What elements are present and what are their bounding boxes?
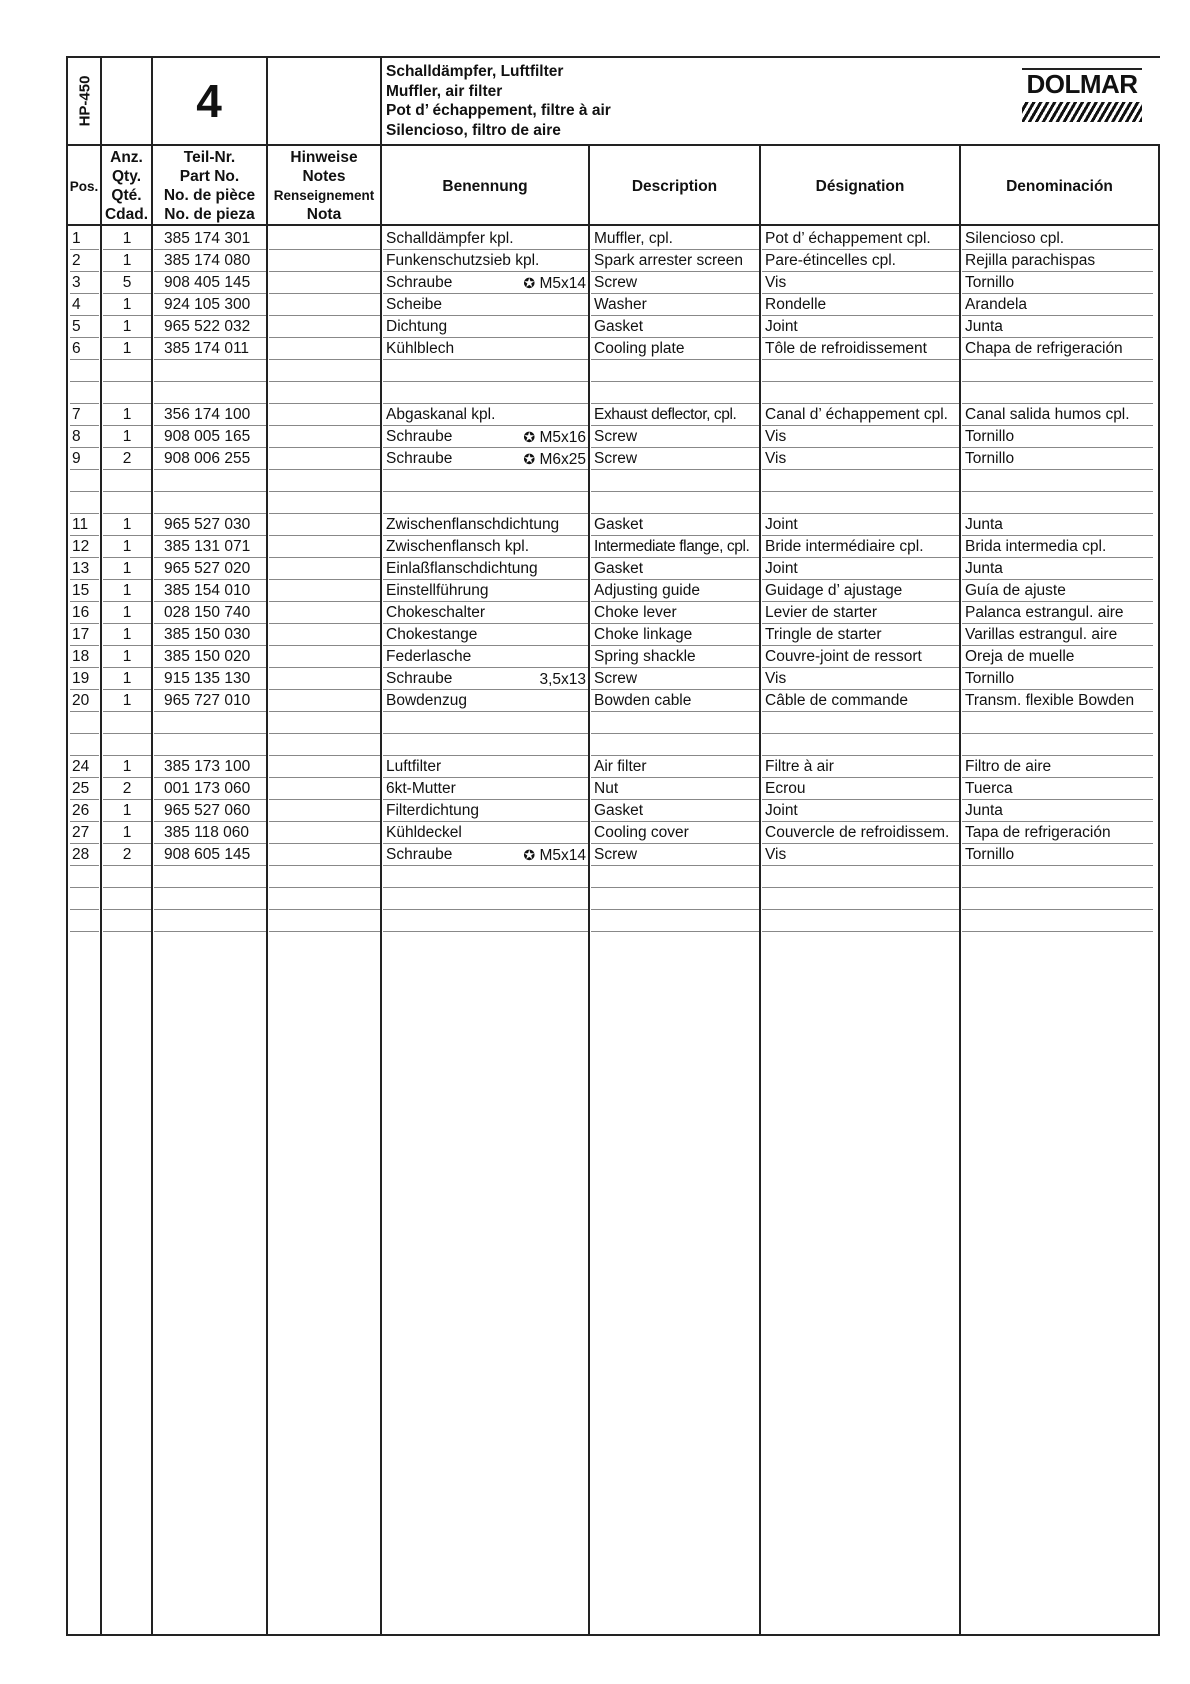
- row-pos: 17: [72, 626, 90, 643]
- row-denominacion: Tapa de refrigeración: [965, 824, 1111, 841]
- row-pos: 24: [72, 758, 90, 775]
- row-pos: 12: [72, 538, 90, 555]
- thread-spec-value: M5x16: [539, 429, 586, 446]
- row-description: Cooling cover: [594, 824, 689, 841]
- row-designation: Levier de starter: [765, 604, 877, 621]
- row-description: Gasket: [594, 516, 644, 533]
- row-qty: 1: [122, 692, 132, 709]
- table-row: [68, 690, 1158, 712]
- row-part-no: 385 174 011: [164, 340, 250, 357]
- table-row: [68, 624, 1158, 646]
- row-part-no: 908 005 165: [164, 428, 251, 445]
- row-part-no: 385 118 060: [164, 824, 250, 841]
- col-header-pos: Pos.: [69, 178, 99, 194]
- row-benennung: Einlaßflanschdichtung: [386, 560, 538, 577]
- row-denominacion: Junta: [965, 516, 1003, 533]
- row-pos: 16: [72, 604, 90, 621]
- table-row: [68, 668, 1158, 690]
- row-pos: 13: [72, 560, 90, 577]
- table-row: [68, 426, 1158, 448]
- row-pos: 11: [72, 516, 89, 533]
- row-pos: 1: [72, 230, 81, 247]
- row-part-no: 908 405 145: [164, 274, 251, 291]
- row-benennung: Schraube: [386, 450, 453, 467]
- row-thread-spec: [381, 448, 586, 471]
- title-german: Schalldämpfer, Luftfilter: [386, 63, 564, 80]
- row-denominacion: Guía de ajuste: [965, 582, 1066, 599]
- row-denominacion: Oreja de muelle: [965, 648, 1075, 665]
- row-qty: 1: [122, 604, 132, 621]
- row-part-no: 356 174 100: [164, 406, 251, 423]
- row-part-no: 385 150 030: [164, 626, 251, 643]
- thread-lock-icon: ✪: [523, 429, 536, 445]
- row-designation: Joint: [765, 318, 798, 335]
- row-pos: 4: [72, 296, 81, 313]
- row-benennung: Schraube: [386, 846, 453, 863]
- row-qty: 2: [122, 450, 132, 467]
- row-thread-spec: [381, 272, 586, 295]
- row-denominacion: Tornillo: [965, 274, 1015, 291]
- row-pos: 7: [72, 406, 81, 423]
- col-header-denominacion: Denominación: [1006, 177, 1113, 195]
- col-header-part-no: Teil-Nr. Part No. No. de pièce No. de pieza: [163, 149, 256, 223]
- dolmar-logo: DOLMAR: [1022, 68, 1142, 134]
- row-qty: 1: [122, 340, 132, 357]
- table-row: [68, 294, 1158, 316]
- table-row: [68, 272, 1158, 294]
- row-qty: 1: [122, 824, 132, 841]
- row-part-no: 965 727 010: [164, 692, 251, 709]
- row-benennung: Kühldeckel: [386, 824, 462, 841]
- row-benennung: Luftfilter: [386, 758, 442, 775]
- row-description: Gasket: [594, 560, 644, 577]
- row-part-no: 965 522 032: [164, 318, 251, 335]
- row-designation: Vis: [765, 670, 787, 687]
- row-part-no: 908 006 255: [164, 450, 251, 467]
- col-header-description: Description: [631, 177, 718, 195]
- row-description: Screw: [594, 274, 638, 291]
- row-benennung: Zwischenflansch kpl.: [386, 538, 530, 555]
- row-benennung: Filterdichtung: [386, 802, 480, 819]
- row-benennung: Schraube: [386, 670, 453, 687]
- row-part-no: 001 173 060: [164, 780, 251, 797]
- row-description: Nut: [594, 780, 619, 797]
- row-description: Spring shackle: [594, 648, 696, 665]
- table-row: [68, 382, 1158, 404]
- row-denominacion: Brida intermedia cpl.: [965, 538, 1107, 555]
- row-denominacion: Tornillo: [965, 450, 1015, 467]
- row-qty: 1: [122, 230, 132, 247]
- row-part-no: 965 527 030: [164, 516, 251, 533]
- row-benennung: Chokeschalter: [386, 604, 486, 621]
- row-benennung: Kühlblech: [386, 340, 455, 357]
- thread-spec-value: 3,5x13: [539, 671, 586, 688]
- row-description: Gasket: [594, 802, 644, 819]
- row-benennung: Funkenschutzsieb kpl.: [386, 252, 540, 269]
- row-part-no: 965 527 020: [164, 560, 251, 577]
- row-part-no: 385 131 071: [164, 538, 251, 555]
- row-designation: Pare-étincelles cpl.: [765, 252, 896, 269]
- row-denominacion: Canal salida humos cpl.: [965, 406, 1130, 423]
- row-benennung: Dichtung: [386, 318, 448, 335]
- row-part-no: 908 605 145: [164, 846, 251, 863]
- row-description: Screw: [594, 846, 638, 863]
- thread-lock-icon: ✪: [523, 847, 536, 863]
- row-denominacion: Tornillo: [965, 428, 1015, 445]
- row-denominacion: Silencioso cpl.: [965, 230, 1065, 247]
- col-header-qty: Anz. Qty. Qté. Cdad.: [104, 149, 149, 223]
- row-designation: Vis: [765, 450, 787, 467]
- row-pos: 28: [72, 846, 90, 863]
- table-row: [68, 602, 1158, 624]
- row-description: Screw: [594, 450, 638, 467]
- row-description: Washer: [594, 296, 647, 313]
- title-spanish: Silencioso, filtro de aire: [386, 121, 561, 139]
- row-benennung: Schraube: [386, 274, 453, 291]
- table-row: [68, 866, 1158, 888]
- row-qty: 5: [122, 274, 132, 291]
- row-pos: 26: [72, 802, 90, 819]
- row-denominacion: Junta: [965, 802, 1003, 819]
- table-row: [68, 558, 1158, 580]
- row-denominacion: Filtro de aire: [965, 758, 1052, 775]
- table-row: [68, 536, 1158, 558]
- row-qty: 1: [122, 670, 132, 687]
- thread-spec-value: M5x14: [539, 847, 586, 864]
- table-row: [68, 514, 1158, 536]
- row-pos: 20: [72, 692, 90, 709]
- row-denominacion: Junta: [965, 560, 1003, 577]
- row-benennung: Chokestange: [386, 626, 478, 643]
- title-english: Muffler, air filter: [386, 82, 503, 100]
- row-qty: 1: [122, 538, 132, 555]
- table-row: [68, 734, 1158, 756]
- row-designation: Filtre à air: [765, 758, 834, 775]
- row-pos: 15: [72, 582, 90, 599]
- row-pos: 5: [72, 318, 81, 335]
- row-description: Cooling plate: [594, 340, 685, 357]
- row-qty: 1: [122, 296, 132, 313]
- row-qty: 1: [122, 582, 132, 599]
- row-description: Screw: [594, 428, 638, 445]
- row-denominacion: Transm. flexible Bowden: [965, 692, 1135, 709]
- table-row: [68, 910, 1158, 932]
- table-row: [68, 712, 1158, 734]
- title-band-mask: [268, 58, 378, 144]
- row-description: Gasket: [594, 318, 644, 335]
- row-benennung: Schalldämpfer kpl.: [386, 230, 514, 247]
- row-benennung: Schraube: [386, 428, 453, 445]
- section-titles: [386, 62, 611, 140]
- row-qty: 2: [122, 846, 132, 863]
- row-qty: 2: [122, 780, 132, 797]
- row-thread-spec: [381, 426, 586, 449]
- row-designation: Joint: [765, 516, 798, 533]
- table-row: [68, 844, 1158, 866]
- row-benennung: Bowdenzug: [386, 692, 468, 709]
- row-qty: 1: [122, 560, 132, 577]
- row-pos: 3: [72, 274, 81, 291]
- row-designation: Couvre-joint de ressort: [765, 648, 922, 665]
- col-header-designation: Désignation: [815, 177, 905, 195]
- row-pos: 6: [72, 340, 81, 357]
- row-benennung: 6kt-Mutter: [386, 780, 456, 797]
- row-pos: 9: [72, 450, 81, 467]
- row-denominacion: Tuerca: [965, 780, 1013, 797]
- row-description: Air filter: [594, 758, 647, 775]
- table-row: [68, 470, 1158, 492]
- row-designation: Tringle de starter: [765, 626, 882, 643]
- row-designation: Couvercle de refroidissem.: [765, 824, 950, 841]
- row-pos: 8: [72, 428, 81, 445]
- row-description: Screw: [594, 670, 638, 687]
- table-row: [68, 492, 1158, 514]
- thread-spec-value: M6x25: [539, 451, 586, 468]
- row-part-no: 924 105 300: [164, 296, 251, 313]
- row-designation: Tôle de refroidissement: [765, 340, 927, 357]
- row-qty: 1: [122, 626, 132, 643]
- row-description: Muffler, cpl.: [594, 230, 673, 247]
- row-part-no: 028 150 740: [164, 604, 251, 621]
- row-qty: 1: [122, 406, 132, 423]
- row-description: Choke lever: [594, 604, 677, 621]
- row-description: Intermediate flange, cpl.: [594, 538, 750, 555]
- row-description: Bowden cable: [594, 692, 692, 709]
- row-denominacion: Arandela: [965, 296, 1028, 313]
- table-row: [68, 404, 1158, 426]
- row-designation: Guidage d’ ajustage: [765, 582, 903, 599]
- row-denominacion: Tornillo: [965, 846, 1015, 863]
- table-row: [68, 778, 1158, 800]
- group-number: 4: [196, 75, 222, 127]
- table-row: [68, 250, 1158, 272]
- title-french: Pot d’ échappement, filtre à air: [386, 102, 611, 119]
- parts-list-frame: [66, 56, 1160, 1636]
- row-designation: Canal d’ échappement cpl.: [765, 406, 948, 423]
- row-part-no: 385 150 020: [164, 648, 251, 665]
- row-qty: 1: [122, 516, 132, 533]
- row-description: Exhaust deflector, cpl.: [594, 406, 737, 423]
- row-description: Adjusting guide: [594, 582, 700, 599]
- row-denominacion: Tornillo: [965, 670, 1015, 687]
- table-row: [68, 448, 1158, 470]
- table-row: [68, 580, 1158, 602]
- row-benennung: Federlasche: [386, 648, 472, 665]
- row-pos: 2: [72, 252, 81, 269]
- table-row: [68, 800, 1158, 822]
- row-thread-spec: [381, 844, 586, 867]
- row-pos: 25: [72, 780, 90, 797]
- col-header-benennung: Benennung: [442, 177, 528, 195]
- thread-lock-icon: ✪: [523, 451, 536, 467]
- row-designation: Câble de commande: [765, 692, 909, 709]
- row-qty: 1: [122, 252, 132, 269]
- table-row: [68, 888, 1158, 910]
- row-benennung: Einstellführung: [386, 582, 489, 599]
- row-designation: Bride intermédiaire cpl.: [765, 538, 924, 555]
- row-description: Spark arrester screen: [594, 252, 744, 269]
- row-benennung: Scheibe: [386, 296, 443, 313]
- row-benennung: Abgaskanal kpl.: [386, 406, 496, 423]
- row-designation: Joint: [765, 802, 798, 819]
- table-row: [68, 338, 1158, 360]
- row-designation: Vis: [765, 428, 787, 445]
- table-row: [68, 228, 1158, 250]
- row-description: Choke linkage: [594, 626, 693, 643]
- row-denominacion: Junta: [965, 318, 1003, 335]
- row-part-no: 385 154 010: [164, 582, 251, 599]
- row-pos: 18: [72, 648, 90, 665]
- row-part-no: 385 174 080: [164, 252, 251, 269]
- row-denominacion: Rejilla parachispas: [965, 252, 1096, 269]
- row-designation: Rondelle: [765, 296, 827, 313]
- row-part-no: 965 527 060: [164, 802, 251, 819]
- row-part-no: 385 174 301: [164, 230, 251, 247]
- col-header-notes: Hinweise Notes Renseignement Nota: [273, 149, 375, 223]
- row-benennung: Zwischenflanschdichtung: [386, 516, 560, 533]
- row-thread-spec: [381, 668, 586, 691]
- row-pos: 19: [72, 670, 90, 687]
- table-row: [68, 316, 1158, 338]
- thread-lock-icon: ✪: [523, 275, 536, 291]
- row-qty: 1: [122, 428, 132, 445]
- row-designation: Vis: [765, 274, 787, 291]
- row-denominacion: Chapa de refrigeración: [965, 340, 1123, 357]
- row-part-no: 385 173 100: [164, 758, 251, 775]
- row-designation: Vis: [765, 846, 787, 863]
- row-designation: Pot d’ échappement cpl.: [765, 230, 931, 247]
- table-row: [68, 360, 1158, 382]
- row-qty: 1: [122, 648, 132, 665]
- row-designation: Joint: [765, 560, 798, 577]
- row-designation: Ecrou: [765, 780, 806, 797]
- row-denominacion: Varillas estrangul. aire: [965, 626, 1118, 643]
- row-denominacion: Palanca estrangul. aire: [965, 604, 1124, 621]
- table-row: [68, 822, 1158, 844]
- row-qty: 1: [122, 318, 132, 335]
- row-pos: 27: [72, 824, 90, 841]
- table-row: [68, 756, 1158, 778]
- thread-spec-value: M5x14: [539, 275, 586, 292]
- model-label: HP-450: [76, 75, 94, 127]
- row-qty: 1: [122, 758, 132, 775]
- row-qty: 1: [122, 802, 132, 819]
- table-row: [68, 646, 1158, 668]
- row-part-no: 915 135 130: [164, 670, 251, 687]
